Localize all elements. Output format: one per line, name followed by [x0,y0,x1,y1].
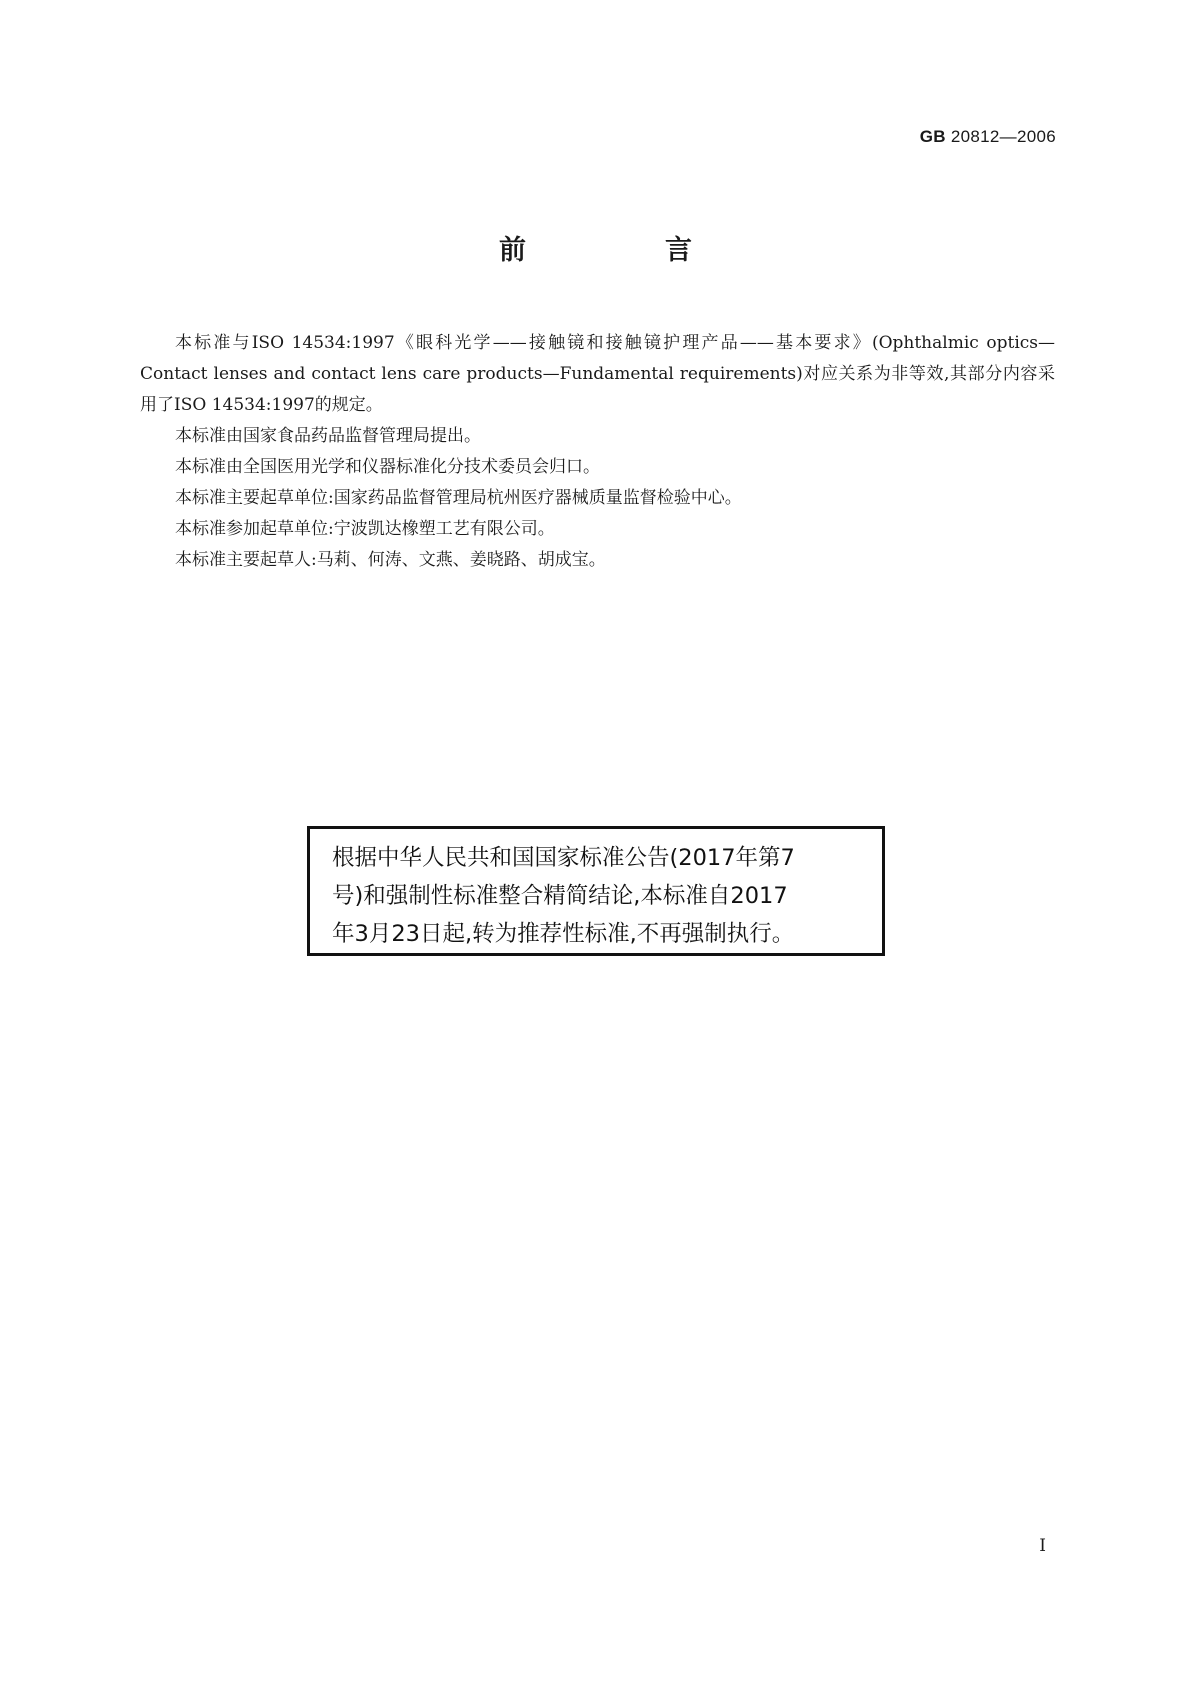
foreword-paragraph: 本标准参加起草单位:宁波凯达橡塑工艺有限公司。 [175,519,555,539]
standard-code-prefix: GB [919,127,946,146]
foreword-paragraph: 本标准与ISO 14534:1997《眼科光学——接触镜和接触镜护理产品——基本要求》(Ophthalmic optics—Contact lenses and contact lens care products—Fundamental requirements)对应关系为非等效,其部分内容采用了ISO 14534:1997的规定。 [140,333,1055,415]
foreword-paragraph: 本标准主要起草人:马莉、何涛、文燕、姜晓路、胡成宝。 [175,550,606,570]
notice-line: 号)和强制性标准整合精简结论,本标准自2017 [332,883,788,909]
page-title: 前 言 [499,235,748,266]
foreword-body [140,328,1055,576]
foreword-paragraph: 本标准主要起草单位:国家药品监督管理局杭州医疗器械质量监督检验中心。 [175,488,742,508]
notice-line: 根据中华人民共和国国家标准公告(2017年第7 [332,845,795,871]
page-number: I [1039,1536,1046,1556]
foreword-paragraph: 本标准由国家食品药品监督管理局提出。 [175,426,481,446]
notice-box [307,826,885,956]
notice-line: 年3月23日起,转为推荐性标准,不再强制执行。 [332,921,795,947]
foreword-paragraph: 本标准由全国医用光学和仪器标准化分技术委员会归口。 [175,457,600,477]
standard-code-number: 20812—2006 [950,127,1056,146]
standard-code [920,127,1056,147]
